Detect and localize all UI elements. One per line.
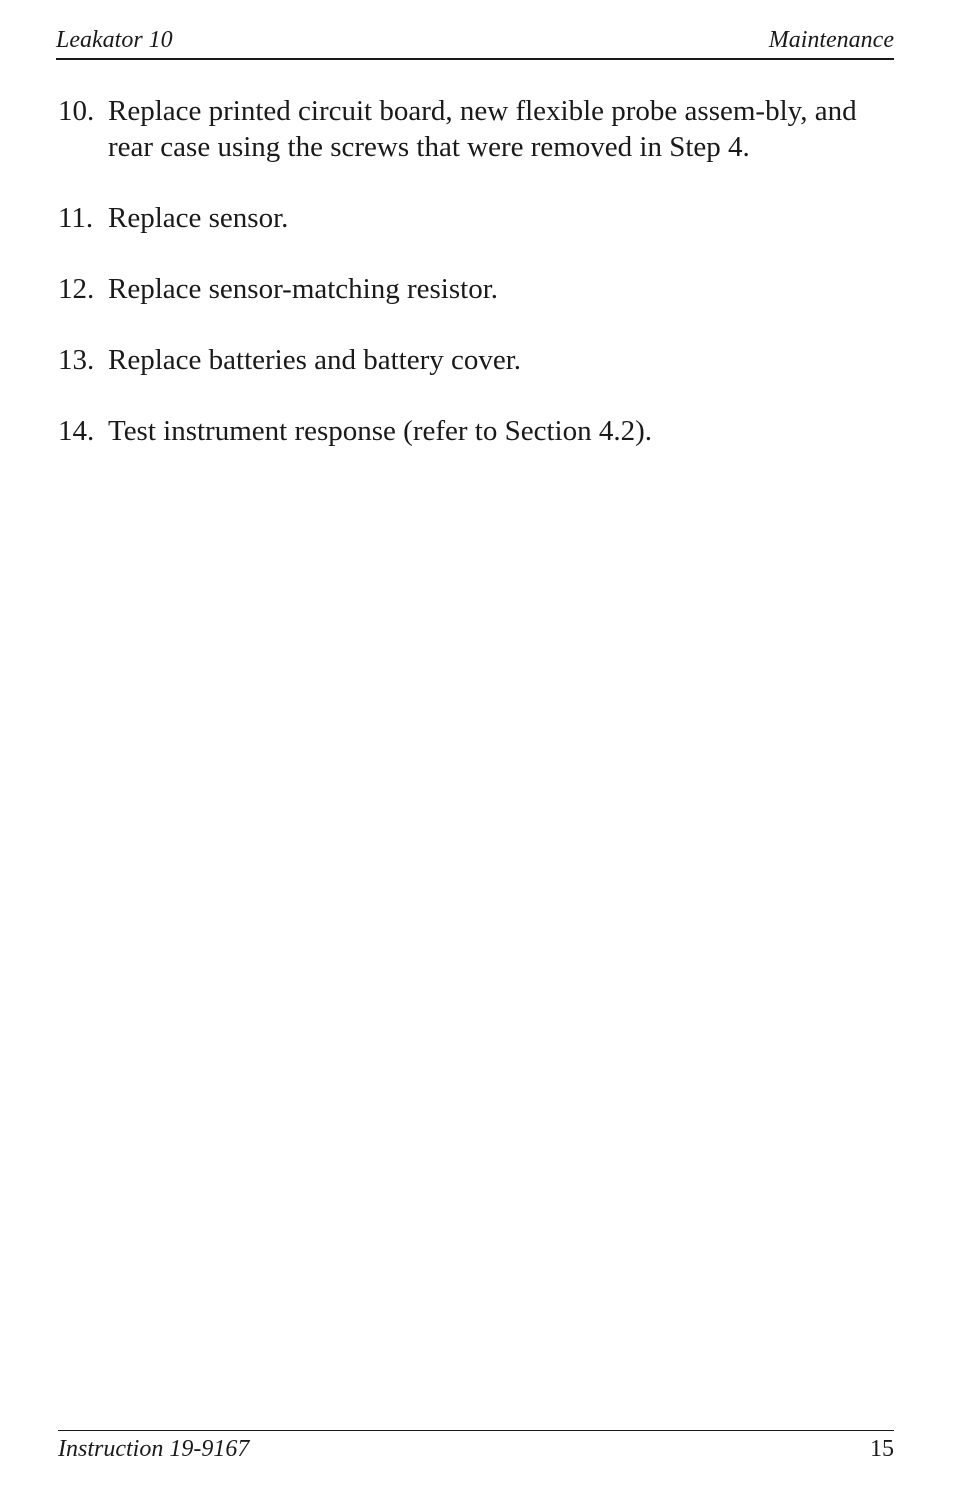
step-text: Replace batteries and battery cover.	[108, 344, 522, 376]
footer-document-number: Instruction 19-9167	[58, 1436, 250, 1462]
step-item	[58, 342, 898, 378]
step-item	[58, 200, 898, 236]
step-number: 13.	[58, 344, 95, 376]
step-text: Test instrument response (refer to Section 4.2).	[108, 415, 652, 447]
step-item	[58, 413, 898, 449]
step-text: Replace printed circuit board, new flexible probe assem-bly, and rear case using the screws that were removed in Step 4.	[108, 95, 857, 163]
step-item	[58, 271, 898, 307]
step-text: Replace sensor-matching resistor.	[108, 273, 498, 305]
step-number: 11.	[58, 202, 94, 234]
running-footer	[58, 1430, 894, 1471]
step-number: 14.	[58, 415, 95, 447]
header-document-title: Leakator 10	[56, 27, 173, 53]
step-item	[58, 93, 898, 165]
page-number: 15	[870, 1436, 894, 1462]
step-number: 12.	[58, 273, 95, 305]
step-text: Replace sensor.	[108, 202, 289, 234]
procedure-steps	[58, 93, 898, 484]
step-number: 10.	[58, 95, 95, 127]
header-section-title: Maintenance	[768, 27, 894, 53]
running-header	[56, 22, 894, 60]
